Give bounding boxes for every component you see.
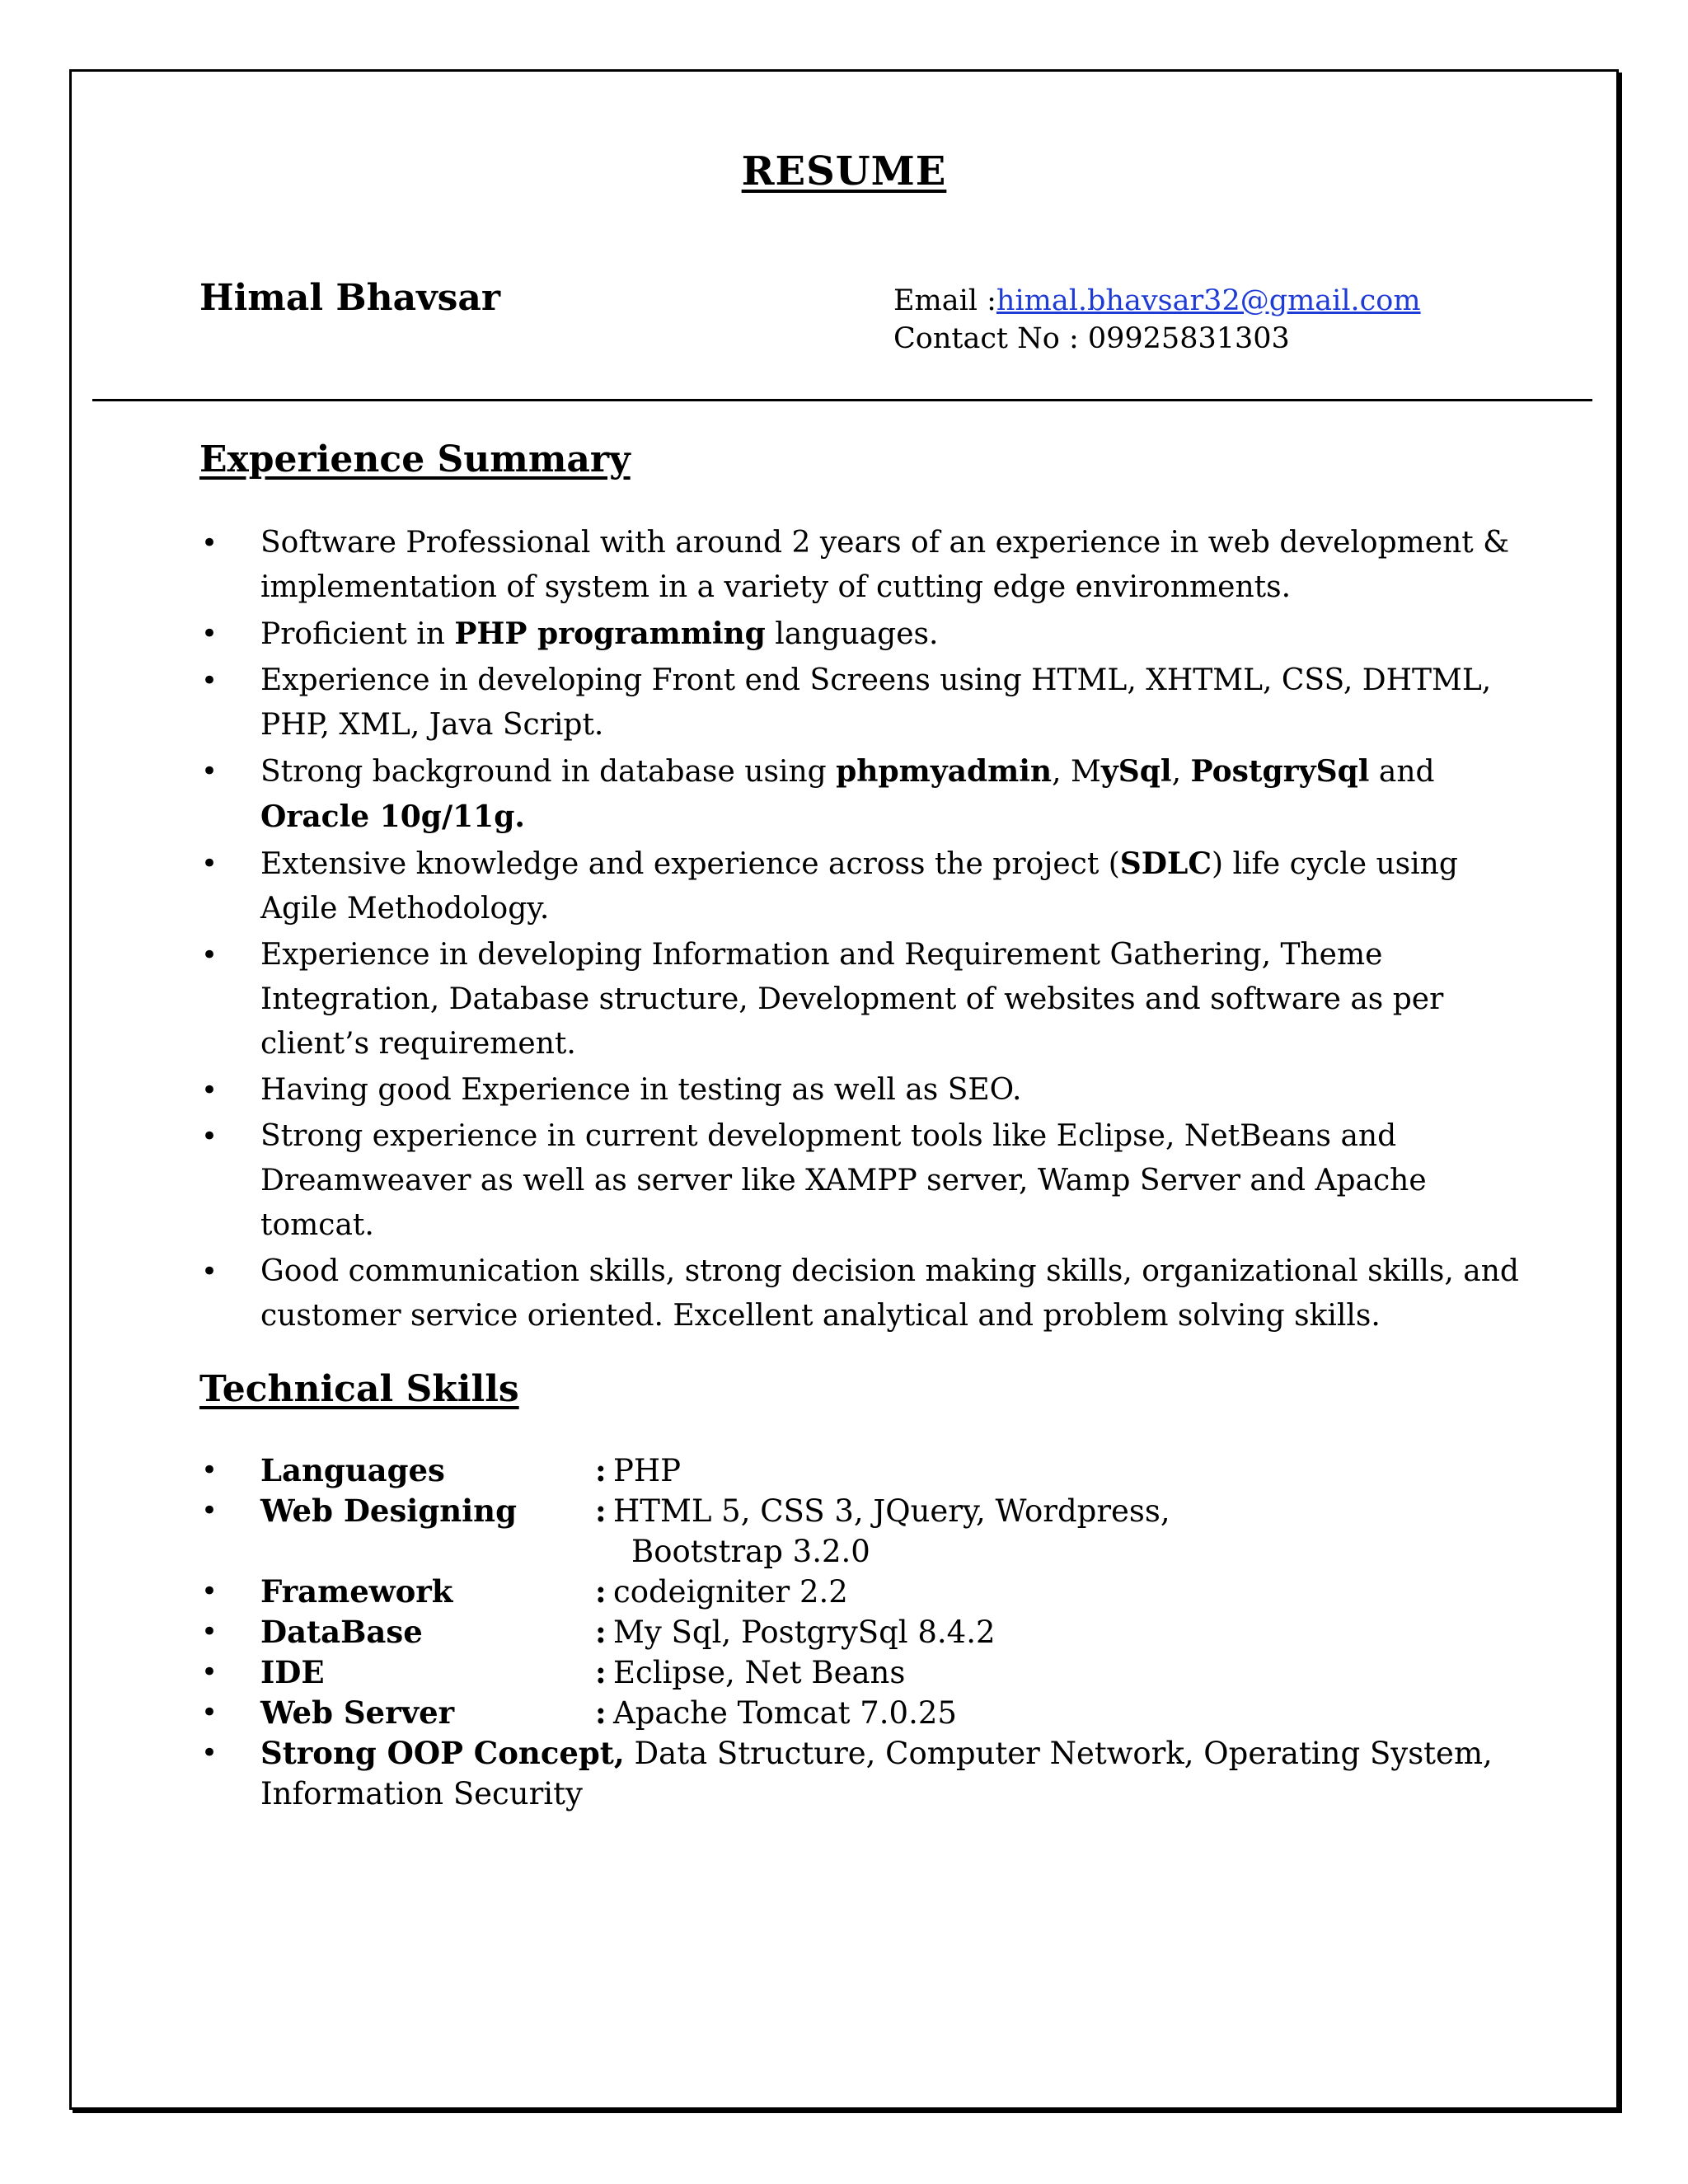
item-text: , [1171,755,1191,789]
item-text: Experience in developing Front end Screens using HTML, XHTML, CSS, DHTML, PHP, XML, Java Script. [260,663,1492,742]
skill-label: DataBase [260,1614,423,1650]
skill-value-text: Apache Tomcat 7.0.25 [613,1695,957,1731]
bullet-icon: • [201,1454,218,1487]
email-line [893,282,1421,320]
item-text: languages. [765,617,939,651]
bold-text: Oracle 10g/11g. [260,799,525,834]
list-item [199,749,1535,840]
bold-text: Strong OOP Concept, [260,1735,625,1771]
skill-row [260,1572,1535,1612]
skill-label: Languages [260,1452,445,1488]
bullet-icon: • [201,1575,218,1608]
item-text: and [1369,755,1435,789]
item-text: Data Structure, Computer Network, Operating System, Information Security [260,1736,1493,1811]
bold-text: PHP programming [454,616,766,651]
skill-label: IDE [260,1654,325,1690]
skill-colon: : [595,1614,607,1650]
skill-colon: : [595,1493,607,1529]
skill-colon: : [595,1573,607,1610]
skill-value [613,1652,1535,1693]
skill-row [260,1693,1535,1733]
item-text: Proficient in [260,617,455,651]
bullet-icon: • [201,1615,218,1648]
skill-value [613,1612,1535,1652]
bold-text: phpmyadmin [836,754,1053,789]
skill-row [260,1491,1535,1572]
skill-value-text: My Sql, PostgrySql 8.4.2 [613,1615,996,1650]
skill-row [260,1652,1535,1693]
bullet-icon: • [201,1696,218,1729]
skill-label: Web Designing [260,1493,517,1529]
technical-heading: Technical Skills [199,1368,519,1410]
skill-value-text: Eclipse, Net Beans [613,1655,906,1690]
item-text: ) life cycle using Agile Methodology. [260,847,1458,926]
candidate-name: Himal Bhavsar [199,277,501,319]
item-text: Strong experience in current development tools like Eclipse, NetBeans and Dreamweaver as well as server like XAMPP server, Wamp Server and Apache tomcat. [260,1119,1427,1242]
item-text: Good communication skills, strong decision making skills, organizational skills, and customer service oriented. Excellent analytical and problem solving skills. [260,1254,1519,1333]
bullet-icon: • [201,1656,218,1689]
skill-item [199,1451,1535,1491]
list-item [199,1249,1535,1338]
bullet-icon: • [201,939,218,972]
skill-label: Web Server [260,1694,455,1731]
item-text: Strong background in database using [260,755,837,789]
bullet-icon: • [201,1074,218,1107]
skill-value [613,1451,1535,1491]
skill-label: Framework [260,1573,453,1610]
bullet-icon: • [201,1494,218,1527]
skill-item [199,1693,1535,1733]
bullet-icon: • [201,755,218,788]
item-text: , M [1052,755,1101,789]
phone-line [893,320,1421,358]
list-item [199,841,1535,931]
bullet-icon: • [201,527,218,560]
skill-row [260,1451,1535,1491]
skill-value-text: codeigniter 2.2 [613,1574,848,1610]
skill-colon: : [595,1654,607,1690]
email-link[interactable]: himal.bhavsar32@gmail.com [996,284,1421,317]
bullet-icon: • [201,1255,218,1288]
bold-text: PostgrySql [1190,754,1370,789]
skill-row [260,1612,1535,1652]
bullet-icon: • [201,617,218,650]
experience-heading: Experience Summary [199,438,631,480]
experience-list [199,521,1535,1340]
skill-value [613,1572,1535,1612]
skill-colon: : [595,1694,607,1731]
item-text: Software Professional with around 2 years of an experience in web development & implementation of system in a variety of cutting edge environments. [260,526,1510,604]
skill-value-continued: Bootstrap 3.2.0 [631,1534,870,1569]
bullet-icon: • [201,847,218,880]
skill-colon: : [595,1452,607,1488]
skill-value-text: HTML 5, CSS 3, JQuery, Wordpress, [613,1493,1170,1529]
skill-value [613,1693,1535,1733]
header-divider [92,399,1592,401]
item-text: Experience in developing Information and Requirement Gathering, Theme Integration, Database structure, Development of websites and software as per client’s requirement. [260,938,1444,1061]
skill-item [199,1491,1535,1572]
item-text: Having good Experience in testing as well as SEO. [260,1073,1022,1107]
skill-item [199,1612,1535,1652]
bold-text: ySql [1100,754,1172,789]
skill-value [613,1491,1535,1572]
skill-item [199,1572,1535,1612]
contact-block [893,282,1421,358]
list-item [199,933,1535,1066]
bold-text: SDLC [1119,846,1212,881]
list-item [199,612,1535,657]
skills-list [199,1451,1535,1814]
skill-value-text: PHP [613,1453,682,1488]
skill-item [199,1733,1535,1814]
bullet-icon: • [201,1120,218,1153]
list-item [199,1114,1535,1248]
item-text: Extensive knowledge and experience across the project ( [260,847,1120,881]
contact-label: Contact No : [893,322,1088,355]
list-item [199,658,1535,748]
email-label: Email : [893,284,996,317]
bullet-icon: • [201,1736,218,1769]
list-item [199,521,1535,610]
document-title: RESUME [741,148,947,194]
bullet-icon: • [201,664,218,697]
list-item [199,1068,1535,1113]
contact-number: 09925831303 [1087,322,1290,355]
skill-item [199,1652,1535,1693]
